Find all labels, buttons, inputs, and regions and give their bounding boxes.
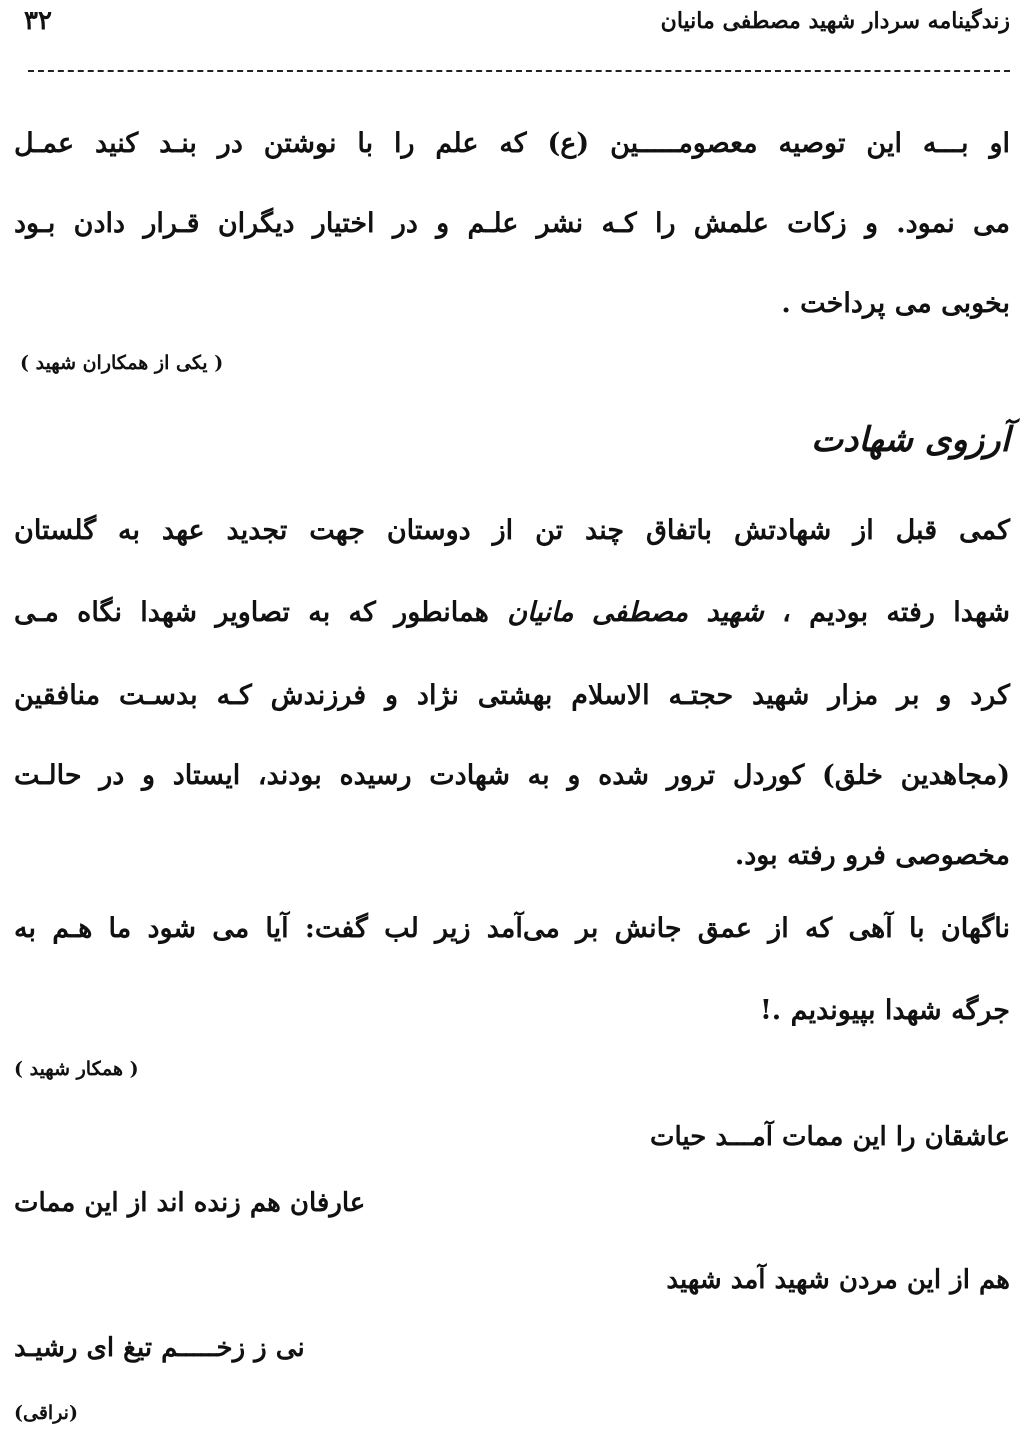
page-header	[14, 6, 1010, 46]
line-text: همانطور که به تصاویر شهدا نگاه مـی	[14, 597, 489, 628]
paragraph-line: کرد و بر مزار شهید حجتـه الاسلام بهشتی نژاد و فرزندش کـه بدسـت منافقین	[14, 680, 1010, 711]
header-divider	[28, 70, 1010, 72]
paragraph-line: کمی قبل از شهادتش باتفاق چند تن از دوستان جهت تجدید عهد به گلستان	[14, 515, 1010, 546]
header-title: زندگینامه سردار شهید مصطفی مانیان	[660, 8, 1010, 34]
paragraph-line: ناگهان با آهی که از عمق جانش بر می‌آمد زیر لب گفت: آیا می شود ما هـم به	[14, 913, 1010, 944]
page-number: ۳۲	[24, 6, 52, 36]
poem-line: عارفان هم زنده اند از این ممات	[14, 1188, 366, 1218]
paragraph-line: جرگه شهدا بپیوندیم .!	[759, 995, 1010, 1026]
poem-line: هم از این مردن شهید آمد شهید	[666, 1265, 1010, 1295]
martyr-name: شهید مصطفی مانیان	[507, 597, 764, 628]
poem-line: نی ز زخـــــم تیغ ای رشیـد	[14, 1333, 305, 1363]
section-heading: آرزوی شهادت	[811, 420, 1010, 460]
line-text: شهدا رفته بودیم ،	[782, 597, 1011, 628]
poet-name: (نراقی)	[14, 1402, 78, 1424]
paragraph-line: (مجاهدین خلق) کوردل ترور شده و به شهادت رسیده بودند، ایستاد و در حالـت	[14, 760, 1010, 791]
paragraph-line	[14, 597, 1010, 628]
attribution: ( یکی از همکاران شهید )	[20, 352, 224, 374]
paragraph-line: او بـــه این توصیه معصومـــــین (ع) که علم را با نوشتن در بنـد کنید عمـل	[14, 128, 1010, 159]
paragraph-line: بخوبی می پرداخت .	[781, 288, 1010, 319]
paragraph-line: می نمود. و زکات علمش را کـه نشر علـم و در اختیار دیگران قـرار دادن بـود	[14, 208, 1010, 239]
paragraph-line: مخصوصی فرو رفته بود.	[734, 840, 1010, 871]
attribution: ( همکار شهید )	[14, 1058, 139, 1080]
poem-line: عاشقان را این ممات آمـــد حیات	[649, 1122, 1010, 1152]
